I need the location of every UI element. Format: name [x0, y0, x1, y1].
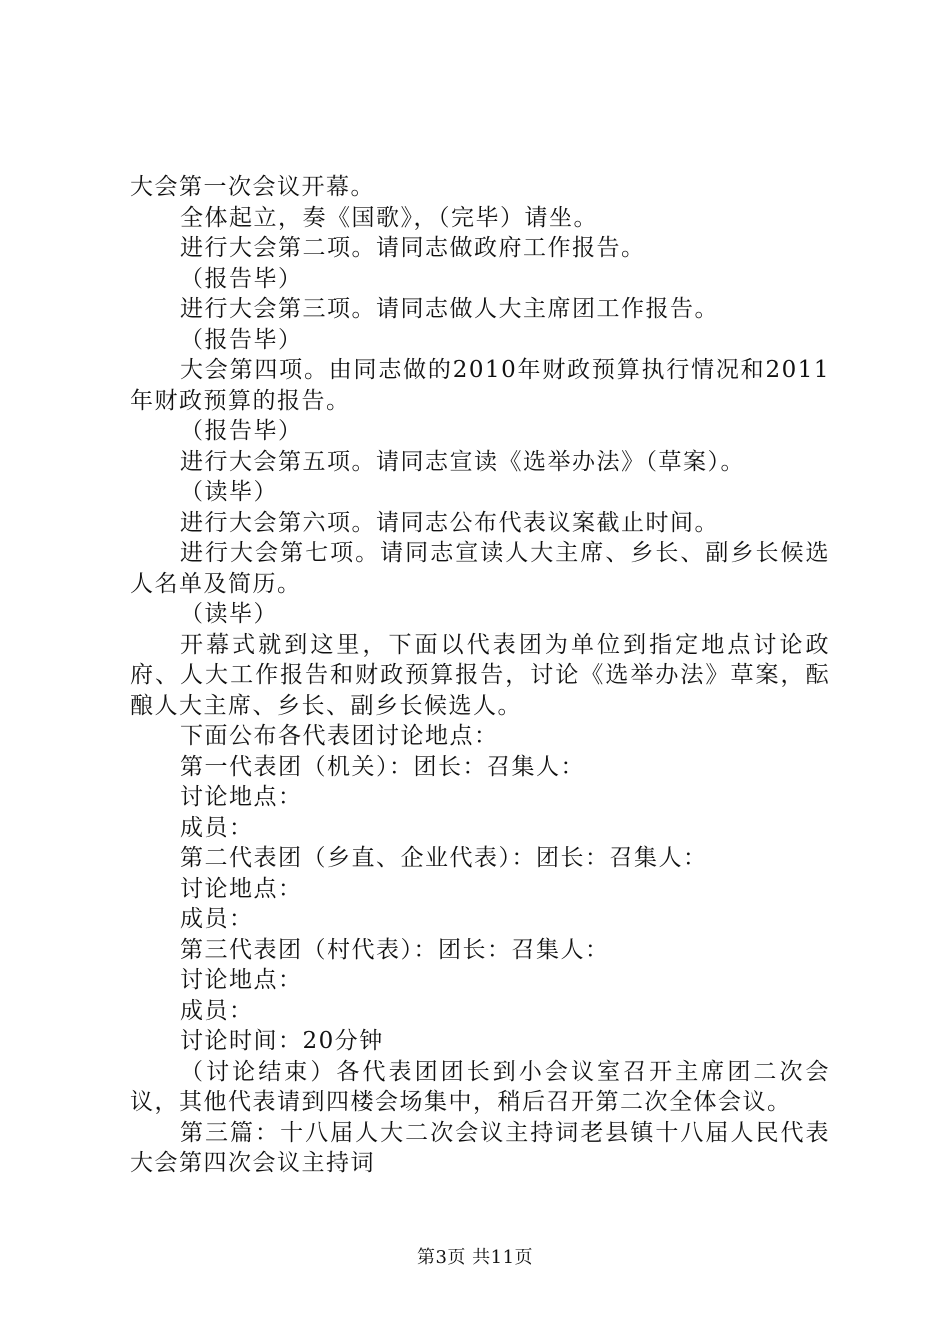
paragraph: （报告毕）	[180, 326, 303, 353]
paragraph: 第二代表团（乡直、企业代表）：团长：召集人：	[180, 845, 708, 871]
paragraph: 讨论地点：	[180, 784, 303, 810]
paragraph: （读毕）	[180, 601, 278, 627]
paragraph: （报告毕）	[180, 418, 303, 444]
paragraph: 成员：	[180, 906, 254, 932]
paragraph: 讨论时间：20分钟	[180, 1028, 384, 1054]
paragraph: （读毕）	[180, 479, 278, 505]
paragraph: 第三代表团（村代表）：团长：召集人：	[180, 936, 610, 963]
paragraph: 大会第四项。由同志做的2010年财政预算执行情况和2011年财政预算的报告。	[130, 357, 830, 414]
paragraph: 进行大会第五项。请同志宣读《选举办法》（草案）。	[180, 448, 745, 475]
paragraph: （讨论结束）各代表团团长到小会议室召开主席团二次会议，其他代表请到四楼会场集中，稍后召开第二次全体会议。	[130, 1058, 830, 1115]
paragraph: 进行大会第七项。请同志宣读人大主席、乡长、副乡长候选人名单及简历。	[130, 540, 830, 597]
paragraph: 讨论地点：	[180, 967, 303, 993]
paragraph: 进行大会第三项。请同志做人大主席团工作报告。	[180, 296, 719, 322]
paragraph: 成员：	[180, 814, 254, 841]
paragraph: 讨论地点：	[180, 875, 303, 902]
paragraph: 成员：	[180, 997, 254, 1024]
paragraph: （报告毕）	[180, 265, 303, 292]
document-body	[130, 172, 830, 1179]
paragraph: 大会第一次会议开幕。	[130, 174, 375, 200]
page-footer: 第3页 共11页	[416, 1247, 534, 1268]
paragraph: 下面公布各代表团讨论地点：	[180, 723, 499, 749]
paragraph: 全体起立，奏《国歌》，（完毕）请坐。	[180, 204, 598, 231]
paragraph: 进行大会第二项。请同志做政府工作报告。	[180, 235, 646, 261]
paragraph: 第三篇：十八届人大二次会议主持词老县镇十八届人民代表大会第四次会议主持词	[130, 1119, 830, 1176]
paragraph: 开幕式就到这里，下面以代表团为单位到指定地点讨论政府、人大工作报告和财政预算报告，讨论《选举办法》草案，酝酿人大主席、乡长、副乡长候选人。	[130, 631, 830, 719]
paragraph: 进行大会第六项。请同志公布代表议案截止时间。	[180, 509, 719, 536]
paragraph: 第一代表团（机关）：团长：召集人：	[180, 753, 585, 780]
